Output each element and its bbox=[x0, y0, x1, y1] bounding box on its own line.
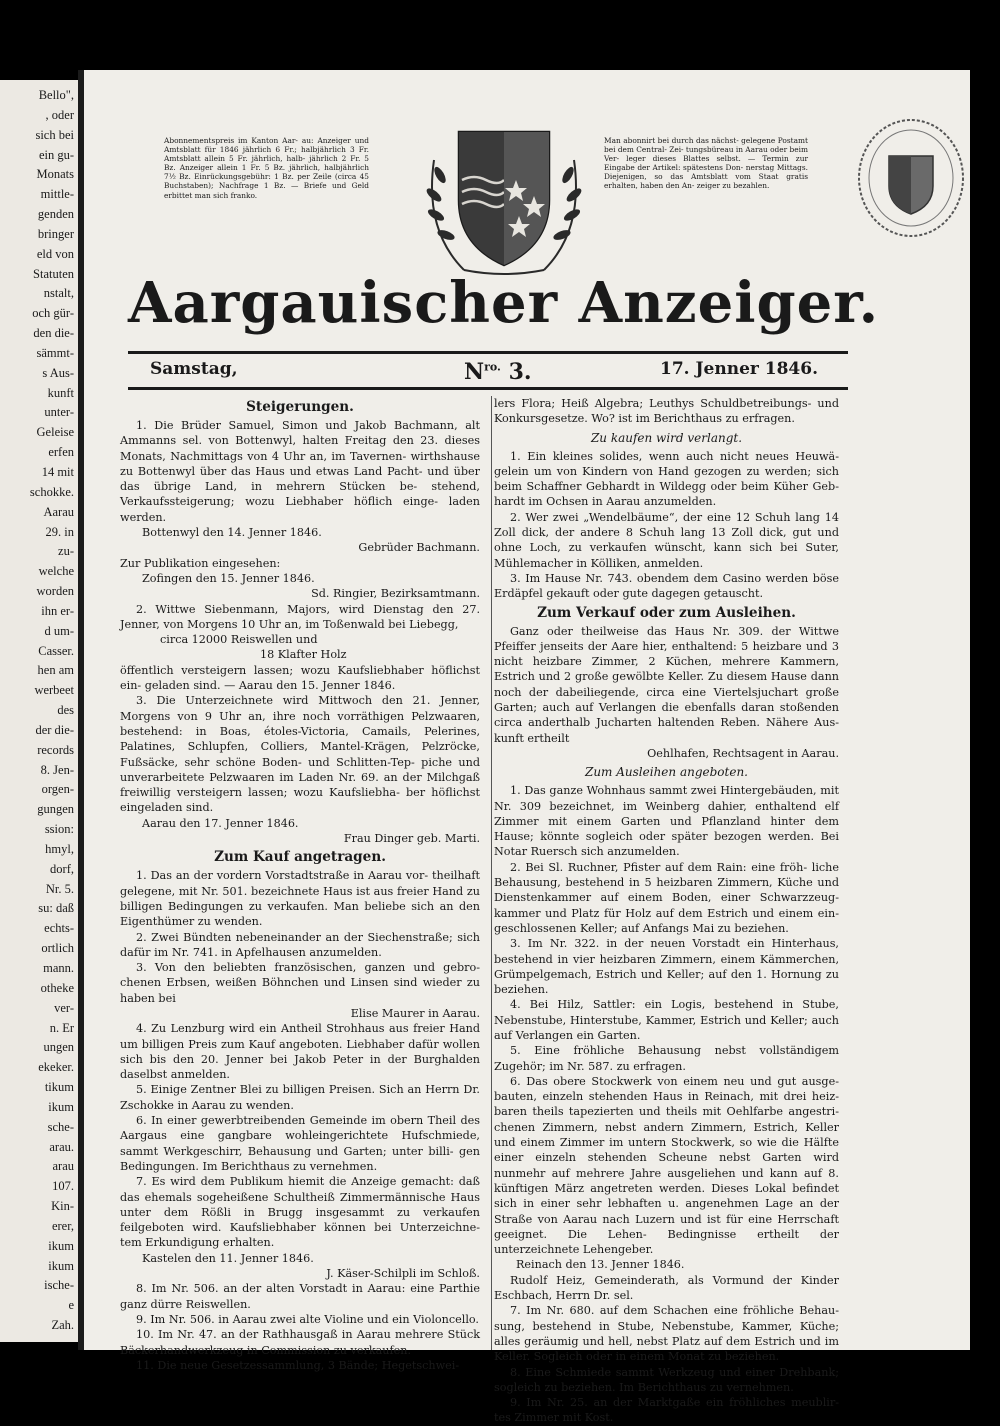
previous-page-line: s Aus- bbox=[42, 365, 74, 380]
dateline bbox=[128, 359, 848, 385]
previous-page-line: ikum bbox=[48, 1099, 74, 1114]
previous-page-line: ver- bbox=[54, 1000, 74, 1015]
section-heading: Zu kaufen wird verlangt. bbox=[590, 430, 743, 445]
notice-place-date: Zofingen den 15. Jenner 1846. bbox=[142, 571, 315, 585]
notice-paragraph: 7. Es wird dem Publikum hiemit die Anzeige gemacht: daß das ehemals sogeheißene Schultheiß Zimmermännische Haus unter dem Rößli in Brugg insgesammt zu verkaufen feilgeboten wird. Kaufsliebhaber können bei Unterzeichne- tem Erkundigung erhalten. bbox=[120, 1175, 480, 1250]
previous-page-line: records bbox=[37, 742, 74, 757]
number-value: 3. bbox=[508, 359, 532, 385]
notice-paragraph: 8. Im Nr. 506. an der alten Vorstadt in Aarau: eine Parthie ganz dürre Reiswellen. bbox=[120, 1282, 480, 1311]
section-heading: Steigerungen. bbox=[246, 399, 354, 415]
previous-page-line: mann. bbox=[43, 961, 74, 976]
previous-page-line: Zah. bbox=[51, 1318, 74, 1333]
previous-page-line: 29. in bbox=[45, 524, 74, 539]
issue-day: Samstag, bbox=[150, 359, 238, 379]
masthead-rule bbox=[128, 351, 848, 354]
previous-page-line: ische- bbox=[44, 1278, 74, 1293]
previous-page-line: Aarau bbox=[43, 504, 74, 519]
number-prefix: N bbox=[464, 359, 485, 385]
notice-paragraph: 2. Wittwe Siebenmann, Majors, wird Dienstag den 27. Jenner, von Morgens 10 Uhr an, im Toßenwald bei Liebegg, bbox=[120, 602, 480, 631]
previous-page-line: der die- bbox=[35, 722, 74, 737]
previous-page-line: orgen- bbox=[41, 782, 74, 797]
notice-place-date: Kastelen den 11. Jenner 1846. bbox=[142, 1251, 314, 1265]
notice-paragraph: 8. Eine Schmiede sammt Werkzeug und einer Drehbank; sogleich zu beziehen. Im Berichthaus zu vernehmen. bbox=[494, 1365, 839, 1394]
notice-paragraph: 3. Die Unterzeichnete wird Mittwoch den 21. Jenner, Morgens von 9 Uhr an, ihre noch vorräthigen Pelzwaaren, bestehend: in Boas, étoles-Victoria, Camails, Pelerines, Palatines, Schlupfen, Colliers, Mantel-Krägen, Pelzröcke, Fußsäcke, sehr schöne Boden- und Schlitten-Tep- piche und unverarbeitete Pelzwaaren im Laden Nr. 69. an der Milchgaß freiwillig versteigern lassen; wozu Kaufsliebha- ber höflichst eingeladen sind. bbox=[120, 694, 480, 815]
notice-paragraph: 3. Im Hause Nr. 743. obendem dem Casino werden böse Erdäpfel gekauft oder gute dagegen getauscht. bbox=[494, 571, 839, 601]
previous-page-line: ekeker. bbox=[38, 1060, 74, 1075]
notice-paragraph: 2. Zwei Bündten nebeneinander an der Siechenstraße; sich dafür im Nr. 741. in Apfelhausen anzumelden. bbox=[120, 930, 480, 959]
notice-paragraph: öffentlich versteigern lassen; wozu Kaufsliebhaber höflichst ein- geladen sind. — Aarau den 15. Jenner 1846. bbox=[120, 663, 480, 693]
previous-page-line: ungen bbox=[43, 1040, 74, 1055]
notice-paragraph: 5. Einige Zentner Blei zu billigen Preisen. Sich an Herrn Dr. Zschokke in Aarau zu wenden. bbox=[120, 1083, 480, 1112]
notice-signature: Oehlhafen, Rechtsagent in Aarau. bbox=[647, 746, 839, 760]
notice-paragraph: 4. Zu Lenzburg wird ein Antheil Strohhaus aus freier Hand um billigen Preis zum Kauf angeboten. Liebhaber dafür wollen sich bis den 20. Jenner bei Jakob Peter in der Burghalden daselbst anmelden. bbox=[120, 1022, 480, 1082]
previous-page-line: bringer bbox=[37, 226, 74, 241]
issue-number bbox=[464, 359, 532, 385]
section-heading: Zum Ausleihen angeboten. bbox=[584, 765, 748, 780]
previous-page-line: sche- bbox=[47, 1119, 74, 1134]
previous-page-line: erfen bbox=[48, 445, 74, 460]
previous-page-line: sich bei bbox=[35, 127, 74, 142]
notice-paragraph: 3. Im Nr. 322. in der neuen Vorstadt ein Hinterhaus, bestehend in vier heizbaren Zimmern, einem Kämmerchen, Grümpelgemach, Estrich und Keller; auf den 1. Hornung zu beziehen. bbox=[494, 937, 839, 997]
notice-paragraph: Zur Publikation eingesehen: bbox=[120, 556, 281, 570]
previous-page-line: och gür- bbox=[32, 306, 74, 321]
previous-page-line: otheke bbox=[40, 980, 74, 995]
notice-signature: Frau Dinger geb. Marti. bbox=[343, 832, 480, 846]
previous-page-line: werbeet bbox=[34, 683, 74, 698]
right-column bbox=[494, 396, 839, 1426]
section-heading: Zum Kauf angetragen. bbox=[214, 849, 386, 866]
previous-page-edge bbox=[0, 80, 78, 1342]
previous-page-line: Geleise bbox=[36, 425, 74, 440]
previous-page-line: Statuten bbox=[33, 266, 74, 281]
notice-paragraph: 6. In einer gewerbtreibenden Gemeinde im obern Theil des Aargaus eine gangbare wohleingerichtete Hufschmiede, sammt Werkgeschirr, Behausung und Garten; unter billi- gen Bedingungen. Im Berichthaus zu vernehmen. bbox=[120, 1114, 480, 1173]
notice-paragraph: 2. Bei Sl. Ruchner, Pfister auf dem Rain: eine fröh- liche Behausung, bestehend in 5 heizbaren Zimmern, Küche und Dienstenkammer auf einem Boden, einer Schwarzzeug- kammer und Platz für Holz auf dem Estrich und einem ein- geschlossenen Keller; auf Anfangs Mai zu beziehen. bbox=[494, 860, 839, 935]
previous-page-line: n. Er bbox=[49, 1020, 74, 1035]
newspaper-title: Aargauischer Anzeiger. bbox=[128, 270, 880, 336]
previous-page-line: Bello", bbox=[38, 88, 74, 102]
previous-page-line: , oder bbox=[45, 107, 74, 122]
notice-signature: Elise Maurer in Aarau. bbox=[350, 1006, 480, 1020]
previous-page-line: worden bbox=[36, 584, 74, 599]
notice-paragraph: 1. Ein kleines solides, wenn auch nicht neues Heuwä- gelein um von Kindern von Hand gezogen zu werden; sich beim Schaffner Gebhardt in Wildegg oder beim Küher Geb- hardt im Ochsen in Aarau anzumelden. bbox=[494, 449, 839, 509]
notice-place-date: Reinach den 13. Jenner 1846. bbox=[516, 1258, 685, 1272]
notice-paragraph: 7. Im Nr. 680. auf dem Schachen eine fröhliche Behau- sung, bestehend in Stube, Nebenstube, Kammer, Küche; alles geräumig und hell, nebst Platz auf dem Estrich und im Keller. Sogleich oder in einem Monat zu beziehen. bbox=[494, 1304, 839, 1364]
previous-page-line: ortlich bbox=[41, 941, 74, 956]
notice-item: circa 12000 Reiswellen und bbox=[160, 633, 318, 647]
aargau-coat-of-arms-icon bbox=[404, 120, 604, 280]
previous-page-line: hen am bbox=[37, 663, 74, 678]
previous-page-line: ikum bbox=[48, 1258, 74, 1273]
previous-page-line: welche bbox=[38, 564, 74, 579]
previous-page-line: 14 mit bbox=[41, 464, 74, 479]
previous-page-line: erer, bbox=[51, 1218, 74, 1233]
notice-place-date: Aarau den 17. Jenner 1846. bbox=[142, 816, 299, 830]
number-suffix: ro. bbox=[484, 360, 501, 374]
notice-paragraph: 9. Im Nr. 506. in Aarau zwei alte Violine und ein Violoncello. bbox=[136, 1312, 479, 1326]
previous-page-line: ssion: bbox=[44, 822, 74, 837]
previous-page-line: des bbox=[57, 703, 74, 718]
dateline-rule bbox=[128, 387, 848, 390]
notice-signature: Gebrüder Bachmann. bbox=[358, 541, 480, 555]
notice-paragraph: 1. Das ganze Wohnhaus sammt zwei Hintergebäuden, mit Nr. 309 bezeichnet, im Weinberg dahier, enthaltend elf Zimmer mit einem Garten und Pflanzland hinter dem Hause; könnte sogleich oder später bezogen werden. Bei Notar Ruersch sich anzumelden. bbox=[494, 784, 839, 859]
notice-paragraph: 2. Wer zwei „Wendelbäume“, der eine 12 Schuh lang 14 Zoll dick, der andere 8 Schuh lang 13 Zoll dick, gut und ohne Loch, zu verkaufen wünscht, kann sich bei Suter, Mühlemacher in Kölliken, anmelden. bbox=[494, 510, 839, 570]
previous-page-line: Kin- bbox=[51, 1199, 74, 1214]
previous-page-line: hmyl, bbox=[45, 841, 74, 856]
previous-page-line: Nr. 5. bbox=[45, 881, 74, 896]
previous-page-line: nstalt, bbox=[43, 286, 74, 301]
previous-page-line: schokke. bbox=[29, 484, 74, 499]
left-column bbox=[120, 396, 480, 1373]
ordering-notice: Man abonnirt bei durch das nächst- gelegene Postamt bei dem Central- Zei- tungsbüreau in Aarau oder beim Ver- leger dieses Blattes selbst. — Termin zur Eingabe der Artikel: spätestens Don- nerstag Mittags. Diejenigen, so das Amtsblatt vom Staat gratis erhalten, haben den An- zeiger zu bezahlen. bbox=[604, 136, 809, 191]
notice-paragraph: 11. Die neue Gesetzessammlung, 3 Bände; Hegetschwei- bbox=[136, 1358, 460, 1372]
notice-signature: Rudolf Heiz, Gemeinderath, als Vormund der Kinder Eschbach, Herrn Dr. sel. bbox=[494, 1273, 839, 1303]
previous-page-line: tikum bbox=[44, 1080, 74, 1095]
notice-paragraph: lers Flora; Heiß Algebra; Leuthys Schuldbetreibungs- und Konkursgesetze. Wo? ist im Berichthaus zu erfragen. bbox=[494, 397, 839, 426]
previous-page-line: 8. Jen- bbox=[40, 762, 74, 777]
notice-paragraph: 9. Im Nr. 25. an der Marktgaße ein fröhliches meublir- tes Zimmer mit Kost. bbox=[494, 1396, 839, 1425]
previous-page-line: e bbox=[68, 1298, 74, 1313]
previous-page-line: Monats bbox=[36, 167, 74, 182]
notice-signature: Sd. Ringier, Bezirksamtmann. bbox=[311, 587, 480, 601]
previous-page-line: genden bbox=[37, 207, 74, 222]
previous-page-line: unter- bbox=[44, 405, 74, 420]
notice-paragraph: 1. Die Brüder Samuel, Simon und Jakob Bachmann, alt Ammanns sel. von Bottenwyl, halten Freitag den 23. dieses Monats, Nachmittags von 4 Uhr an, im Tavernen- wirthshause zu Bottenwyl über das Haus und etwas Land Pacht- und über das übrige Land, in mehrern Stücken be- stehend, Verkaufssteigerung; wozu Liebhaber höflich einge- laden werden. bbox=[120, 419, 480, 524]
previous-page-line: kunft bbox=[47, 385, 74, 400]
tax-stamp-icon bbox=[854, 116, 968, 240]
previous-page-line: sämmt- bbox=[36, 345, 74, 360]
previous-page-line: arau. bbox=[49, 1139, 74, 1154]
previous-page-line: echts- bbox=[44, 921, 74, 936]
notice-paragraph: 1. Das an der vordern Vorstadtstraße in Aarau vor- theilhaft gelegene, mit Nr. 501. bezeichnete Haus ist aus freier Hand zu billigen Bedingungen zu verkaufen. Man beliebe sich an den Eigenthümer zu wenden. bbox=[120, 869, 480, 929]
previous-page-line: dorf, bbox=[50, 861, 74, 876]
section-heading: Zum Verkauf oder zum Ausleihen. bbox=[537, 604, 796, 621]
previous-page-line: ihn er- bbox=[41, 603, 74, 618]
notice-paragraph: 5. Eine fröhliche Behausung nebst vollständigem Zugehör; im Nr. 587. zu erfragen. bbox=[494, 1044, 839, 1073]
previous-page-line: arau bbox=[52, 1159, 74, 1174]
notice-paragraph: 3. Von den beliebten französischen, ganzen und gebro- chenen Erbsen, weißen Böhnchen und Linsen sind wieder zu haben bei bbox=[120, 961, 480, 1005]
notice-paragraph: 10. Im Nr. 47. an der Rathhausgaß in Aarau mehrere Stück Bäckerhandwerkzeug in Commission zu verkaufen. bbox=[120, 1328, 480, 1357]
notice-item: 18 Klafter Holz bbox=[260, 648, 347, 662]
notice-signature: J. Käser-Schilpli im Schloß. bbox=[326, 1267, 480, 1281]
notice-paragraph: 6. Das obere Stockwerk von einem neu und gut ausge- bauten, einzeln stehenden Haus in Reinach, mit drei heiz- baren theils tapezierten und theils mit Oehlfarbe angestri- chenen Zimmern, nebst andern Zimmern, Estrich, Keller und einem Zimmer im untern Stockwerk, so wie die Hälfte einer einzeln stehenden Scheune nebst Garten wird nunmehr auf mehrere Jahre ausgeliehen und kann auf 8. künftigen März angetreten werden. Dieses Lokal befindet sich in einer sehr lebhaften u. angenehmen Lage an der Straße von Aarau nach Luzern und ist für eine Herrschaft geeignet. Die Lehen- Bedingnisse ertheilt der unterzeichnete Lehengeber. bbox=[494, 1074, 839, 1257]
previous-page-line: mittle- bbox=[40, 187, 74, 202]
previous-page-line: ikum bbox=[48, 1238, 74, 1253]
previous-page-line: su: daß bbox=[38, 901, 74, 916]
newspaper-page bbox=[84, 70, 970, 1425]
previous-page-line: d um- bbox=[44, 623, 74, 638]
notice-paragraph: Ganz oder theilweise das Haus Nr. 309. der Wittwe Pfeiffer jenseits der Aare hier, enthaltend: 5 heizbare und 3 nicht heizbare Zimmer, 2 Küchen, mehrere Kammern, Estrich und 2 große gewölbte Keller. Zu diesem Hause dann noch der dabeiliegende, circa eine Viertelsjuchart große Garten; auch auf Verlangen die ebenfalls daran stoßenden circa anderthalb Jucharten haltenden Reben. Nähere Aus- kunft ertheilt bbox=[494, 624, 839, 745]
previous-page-line: eld von bbox=[36, 246, 74, 261]
column-divider bbox=[491, 396, 492, 1350]
previous-page-line: ein gu- bbox=[38, 147, 74, 162]
subscription-notice: Abonnementspreis im Kanton Aar- au: Anzeiger und Amtsblatt für 1846 jährlich 6 Fr.; halbjährlich 3 Fr. Amtsblatt allein 5 Fr. jährlich, halb- jährlich 2 Fr. 5 Bz. Anzeiger allein 1 Fr. 5 Bz. jährlich, halbjährlich 7½ Bz. Einrückungsgebühr: 1 Bz. per Zeile (circa 45 Buchstaben); Nachfrage 1 Bz. — Briefe und Geld erbittet man sich franko. bbox=[164, 136, 369, 200]
previous-page-line: zu- bbox=[58, 544, 74, 559]
previous-page-line: 107. bbox=[52, 1179, 74, 1194]
previous-page-line: gungen bbox=[37, 802, 74, 817]
issue-date: 17. Jenner 1846. bbox=[660, 359, 818, 379]
notice-paragraph: 4. Bei Hilz, Sattler: ein Logis, bestehend in Stube, Nebenstube, Hinterstube, Kammer, Estrich und Keller; auch auf Verlangen ein Garten. bbox=[494, 998, 839, 1042]
previous-page-line: den die- bbox=[33, 326, 74, 341]
notice-place-date: Bottenwyl den 14. Jenner 1846. bbox=[142, 526, 322, 540]
previous-page-line: Casser. bbox=[38, 643, 74, 658]
